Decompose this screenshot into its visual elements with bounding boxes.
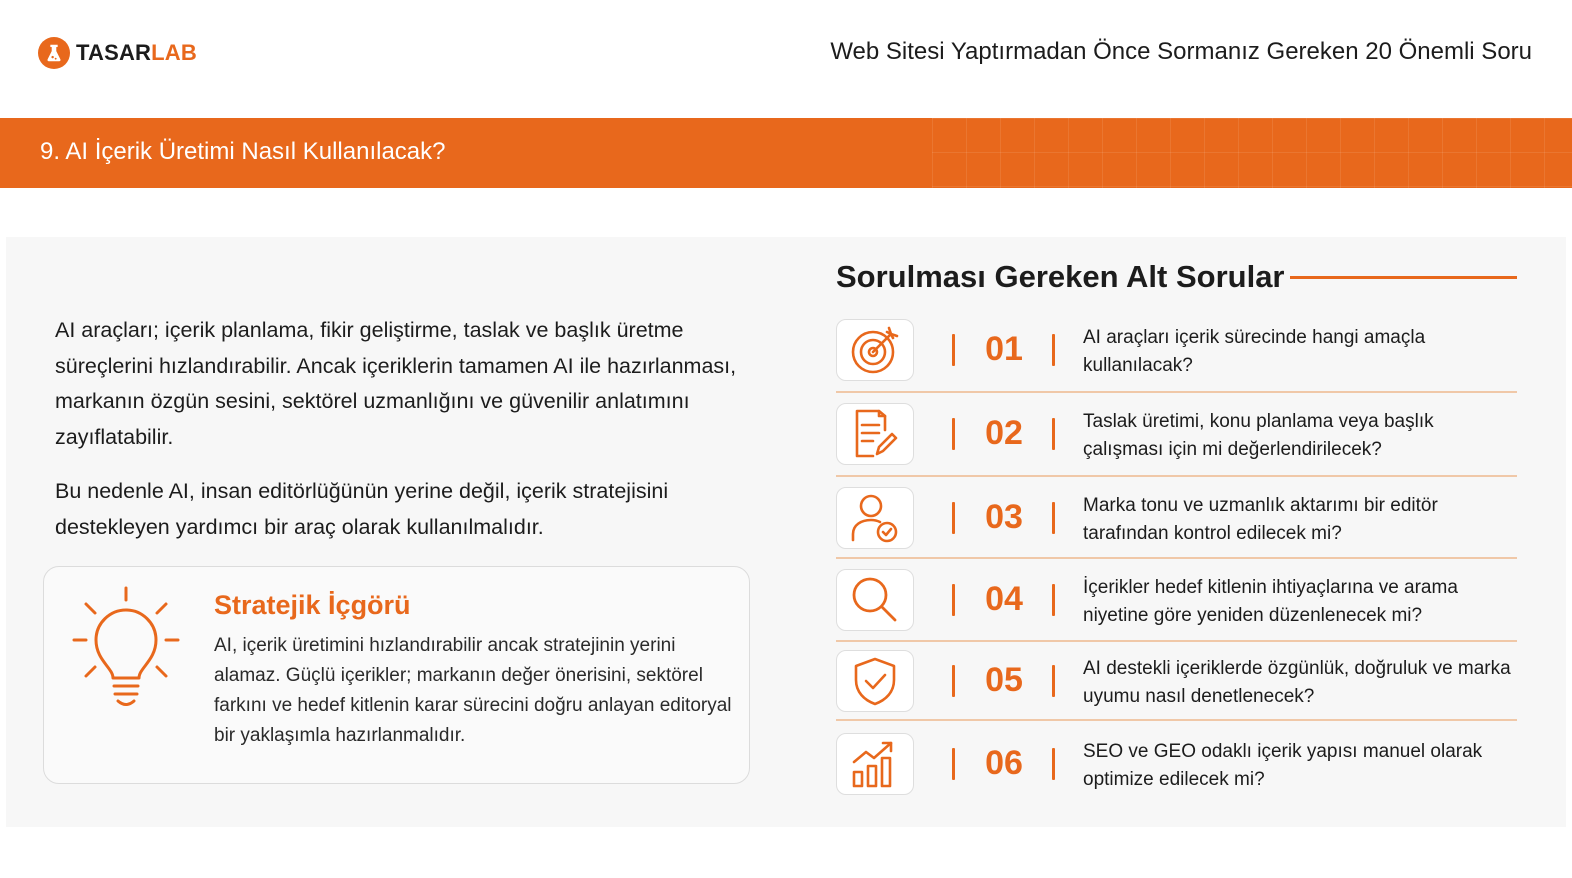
question-text: İçerikler hedef kitlenin ihtiyaçlarına ve arama niyetine göre yeniden düzenlenecek mi? bbox=[1083, 577, 1458, 626]
row-separator bbox=[836, 640, 1517, 642]
heading-underline bbox=[1290, 276, 1517, 279]
number-divider-right bbox=[1052, 334, 1055, 366]
row-separator bbox=[836, 391, 1517, 393]
question-text: AI araçları içerik sürecinde hangi amaçla kullanılacak? bbox=[1083, 327, 1426, 376]
question-number: 03 bbox=[985, 498, 1023, 536]
insight-title: Stratejik İçgörü bbox=[214, 590, 411, 620]
number-divider-left bbox=[952, 334, 955, 366]
number-divider-right bbox=[1052, 502, 1055, 534]
document-title: Web Sitesi Yaptırmadan Önce Sormanız Gereken 20 Önemli Soru bbox=[830, 38, 1532, 65]
flask-icon bbox=[38, 37, 70, 69]
question-text: Taslak üretimi, konu planlama veya başlık çalışması için mi değerlendirilecek? bbox=[1083, 411, 1434, 460]
lightbulb-icon bbox=[70, 584, 182, 712]
document-edit-icon bbox=[836, 403, 914, 465]
question-number: 01 bbox=[985, 330, 1023, 368]
question-text: Marka tonu ve uzmanlık aktarımı bir editör tarafından kontrol edilecek mi? bbox=[1083, 495, 1438, 544]
section-banner bbox=[0, 118, 1572, 188]
row-separator bbox=[836, 557, 1517, 559]
number-divider-right bbox=[1052, 748, 1055, 780]
logo-text-part1: TASAR bbox=[76, 40, 152, 65]
brand-logo[interactable] bbox=[38, 37, 197, 69]
row-separator bbox=[836, 475, 1517, 477]
number-divider-left bbox=[952, 665, 955, 697]
banner-grid-pattern bbox=[932, 118, 1572, 188]
growth-chart-icon bbox=[836, 733, 914, 795]
questions-heading: Sorulması Gereken Alt Sorular bbox=[836, 259, 1285, 294]
section-title: 9. AI İçerik Üretimi Nasıl Kullanılacak? bbox=[40, 138, 446, 165]
logo-text-part2: LAB bbox=[151, 40, 197, 65]
number-divider-right bbox=[1052, 584, 1055, 616]
insight-text: AI, içerik üretimini hızlandırabilir ancak stratejinin yerini alamaz. Güçlü içerikler; markanın değer önerisini, sektörel farkını ve hedef kitlenin karar sürecini doğru anlayan editoryal bir yaklaşımla hazırlanmalıdır. bbox=[214, 635, 732, 746]
question-text: SEO ve GEO odaklı içerik yapısı manuel olarak optimize edilecek mi? bbox=[1083, 741, 1483, 790]
question-number: 06 bbox=[985, 744, 1023, 782]
number-divider-left bbox=[952, 502, 955, 534]
number-divider-left bbox=[952, 418, 955, 450]
row-separator bbox=[836, 719, 1517, 721]
question-number: 04 bbox=[985, 580, 1023, 618]
number-divider-left bbox=[952, 584, 955, 616]
number-divider-right bbox=[1052, 665, 1055, 697]
user-check-icon bbox=[836, 487, 914, 549]
logo-text bbox=[76, 40, 197, 66]
question-text: AI destekli içeriklerde özgünlük, doğruluk ve marka uyumu nasıl denetlenecek? bbox=[1083, 658, 1511, 707]
question-number: 02 bbox=[985, 414, 1023, 452]
target-icon bbox=[836, 319, 914, 381]
conclusion-paragraph: Bu nedenle AI, insan editörlüğünün yerine değil, içerik stratejisini destekleyen yardımcı bir araç olarak kullanılmalıdır. bbox=[55, 479, 669, 539]
question-number: 05 bbox=[985, 661, 1023, 699]
number-divider-left bbox=[952, 748, 955, 780]
shield-check-icon bbox=[836, 650, 914, 712]
search-icon bbox=[836, 569, 914, 631]
number-divider-right bbox=[1052, 418, 1055, 450]
intro-paragraph: AI araçları; içerik planlama, fikir geliştirme, taslak ve başlık üretme süreçlerini hızlandırabilir. Ancak içeriklerin tamamen AI ile hazırlanması, markanın özgün sesini, sektörel uzmanlığını ve güvenilir anlatımını zayıflatabilir. bbox=[55, 318, 737, 449]
